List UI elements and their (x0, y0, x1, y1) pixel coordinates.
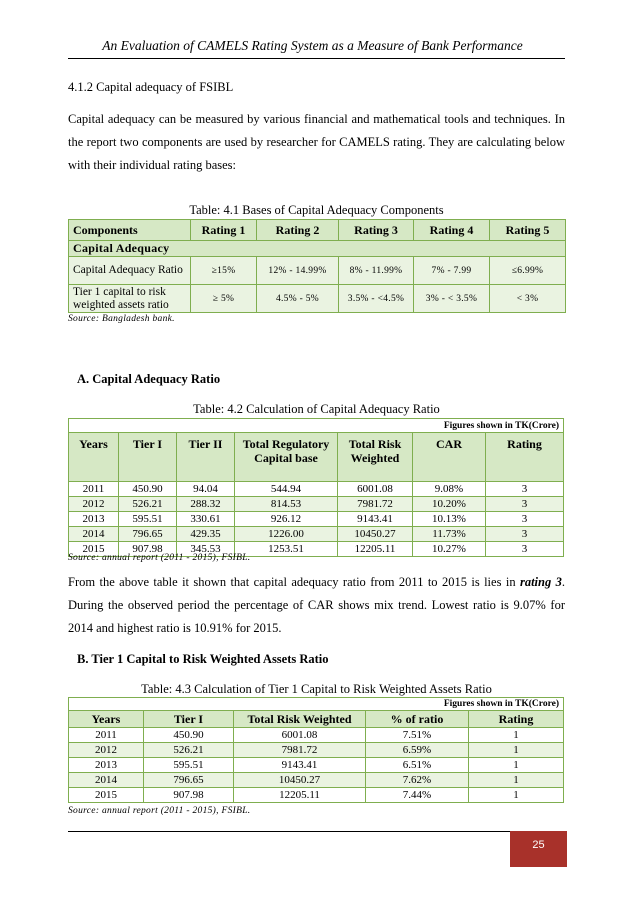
table-cell: 12205.11 (338, 542, 413, 557)
table-cell: ≥ 5% (191, 285, 257, 313)
car-analysis-paragraph (68, 571, 565, 640)
table-cell: 1226.00 (235, 527, 338, 542)
table42-header: Total Risk Weighted (338, 433, 413, 482)
table-cell: 1 (469, 773, 564, 788)
table43-header: % of ratio (366, 711, 469, 728)
table-cell: 288.32 (177, 497, 235, 512)
table-cell: 12205.11 (234, 788, 366, 803)
table-cell: 595.51 (144, 758, 234, 773)
table-cell: 345.53 (177, 542, 235, 557)
table41-header: Rating 1 (191, 220, 257, 241)
table-cell: 907.98 (144, 788, 234, 803)
section-b-heading: B. Tier 1 Capital to Risk Weighted Assets Ratio (77, 652, 329, 666)
table-cell: 9143.41 (338, 512, 413, 527)
table-cell: 2012 (69, 497, 119, 512)
table-cell: 2011 (69, 482, 119, 497)
paragraph-text: . During the observed period the percentage of CAR shows mix trend. Lowest ratio is 9.07% for 2014 and highest ratio is 10.91% for 2015. (68, 575, 566, 635)
table41-header: Components (69, 220, 191, 241)
table-cell: 10.20% (413, 497, 486, 512)
table-cell: 450.90 (119, 482, 177, 497)
table-cell: 3 (486, 527, 564, 542)
table-row (69, 728, 564, 743)
table42-header: Tier I (119, 433, 177, 482)
header-divider (68, 58, 565, 59)
table-cell: 544.94 (235, 482, 338, 497)
footer-divider (68, 831, 565, 832)
table43-caption: Table: 4.3 Calculation of Tier 1 Capital to Risk Weighted Assets Ratio (141, 682, 492, 696)
table-cell: 2015 (69, 542, 119, 557)
table41-header: Rating 4 (414, 220, 490, 241)
table-cell: 796.65 (119, 527, 177, 542)
table41-header: Rating 2 (257, 220, 339, 241)
table-cell: 7.62% (366, 773, 469, 788)
table-tier1-calculation (68, 697, 564, 803)
table42-header: Total Regulatory Capital base (235, 433, 338, 482)
table-cell: Tier 1 capital to risk weighted assets ratio (69, 285, 191, 313)
table-cell: 7.44% (366, 788, 469, 803)
figures-note: Figures shown in TK(Crore) (69, 698, 564, 711)
table-cell: 1 (469, 758, 564, 773)
running-header: An Evaluation of CAMELS Rating System as a Measure of Bank Performance (102, 38, 523, 53)
table-car-calculation (68, 418, 564, 557)
table-cell: 12% - 14.99% (257, 257, 339, 285)
table-cell: 4.5% - 5% (257, 285, 339, 313)
table-cell: 2012 (69, 743, 144, 758)
table41-header: Rating 5 (490, 220, 566, 241)
page-number: 25 (510, 831, 567, 867)
table42-header: Rating (486, 433, 564, 482)
intro-paragraph: Capital adequacy can be measured by various financial and mathematical tools and techniques. In the report two components are used by researcher for CAMELS rating. They are calculating below with their individual rating bases: (68, 112, 565, 172)
table-cell: 10450.27 (338, 527, 413, 542)
table-row (69, 482, 564, 497)
table42-header: CAR (413, 433, 486, 482)
table42-header: Tier II (177, 433, 235, 482)
table-cell: 3 (486, 542, 564, 557)
table-cell: 3.5% - <4.5% (339, 285, 414, 313)
table-cell: 526.21 (119, 497, 177, 512)
table-cell: 2015 (69, 788, 144, 803)
table-cell: 526.21 (144, 743, 234, 758)
table-row (69, 527, 564, 542)
table-row (69, 257, 566, 285)
table-cell: 1253.51 (235, 542, 338, 557)
table-cell: 7981.72 (234, 743, 366, 758)
table-row (69, 512, 564, 527)
table-cell: 1 (469, 728, 564, 743)
table-cell: 595.51 (119, 512, 177, 527)
table-cell: 2014 (69, 527, 119, 542)
table-cell: ≥15% (191, 257, 257, 285)
table41-header: Rating 3 (339, 220, 414, 241)
table-cell: 3 (486, 497, 564, 512)
paragraph-text: From the above table it shown that capital adequacy ratio from 2011 to 2015 is lies in (68, 575, 520, 589)
table-cell: 2013 (69, 512, 119, 527)
table-cell: 6001.08 (338, 482, 413, 497)
table43-header: Years (69, 711, 144, 728)
table-cell: 7% - 7.99 (414, 257, 490, 285)
table-row (69, 773, 564, 788)
table41-caption: Table: 4.1 Bases of Capital Adequacy Components (189, 203, 444, 217)
table-cell: Capital Adequacy Ratio (69, 257, 191, 285)
table-cell: 907.98 (119, 542, 177, 557)
table-cell: 94.04 (177, 482, 235, 497)
table-cell: 3% - < 3.5% (414, 285, 490, 313)
table-cell: 926.12 (235, 512, 338, 527)
table-row (69, 285, 566, 313)
table-cell: 429.35 (177, 527, 235, 542)
table-cell: 9.08% (413, 482, 486, 497)
table-capital-adequacy-bases (68, 219, 566, 313)
table-row (69, 758, 564, 773)
paragraph-emphasis: rating 3 (519, 575, 562, 589)
table-row (69, 497, 564, 512)
table-cell: < 3% (490, 285, 566, 313)
table43-source: Source: annual report (2011 - 2015), FSIBL. (68, 806, 251, 816)
table-cell: 1 (469, 743, 564, 758)
table43-header: Tier I (144, 711, 234, 728)
table-cell: 1 (469, 788, 564, 803)
table41-category: Capital Adequacy (69, 241, 566, 257)
figures-note: Figures shown in TK(Crore) (69, 419, 564, 433)
table-cell: 6.59% (366, 743, 469, 758)
table-cell: 2011 (69, 728, 144, 743)
table-row (69, 788, 564, 803)
table-cell: 10.13% (413, 512, 486, 527)
table-cell: 8% - 11.99% (339, 257, 414, 285)
table42-source: Source: annual report (2011 - 2015), FSIBL. (68, 553, 251, 563)
table43-header: Rating (469, 711, 564, 728)
table-cell: 814.53 (235, 497, 338, 512)
table-cell: 10.27% (413, 542, 486, 557)
section-heading-412: 4.1.2 Capital adequacy of FSIBL (68, 80, 234, 94)
table-cell: 11.73% (413, 527, 486, 542)
table-cell: 7.51% (366, 728, 469, 743)
table-row (69, 743, 564, 758)
table42-header: Years (69, 433, 119, 482)
section-a-heading: A. Capital Adequacy Ratio (77, 372, 221, 386)
table-cell: 7981.72 (338, 497, 413, 512)
table42-caption: Table: 4.2 Calculation of Capital Adequacy Ratio (193, 402, 440, 416)
table-cell: 3 (486, 482, 564, 497)
table-cell: 6.51% (366, 758, 469, 773)
table43-header: Total Risk Weighted (234, 711, 366, 728)
table-cell: 450.90 (144, 728, 234, 743)
table-cell: 2014 (69, 773, 144, 788)
table-cell: 2013 (69, 758, 144, 773)
table-cell: 6001.08 (234, 728, 366, 743)
table-cell: 3 (486, 512, 564, 527)
table41-source: Source: Bangladesh bank. (68, 314, 175, 324)
table-cell: 10450.27 (234, 773, 366, 788)
table-cell: 9143.41 (234, 758, 366, 773)
table-cell: 796.65 (144, 773, 234, 788)
table-cell: ≤6.99% (490, 257, 566, 285)
table-cell: 330.61 (177, 512, 235, 527)
